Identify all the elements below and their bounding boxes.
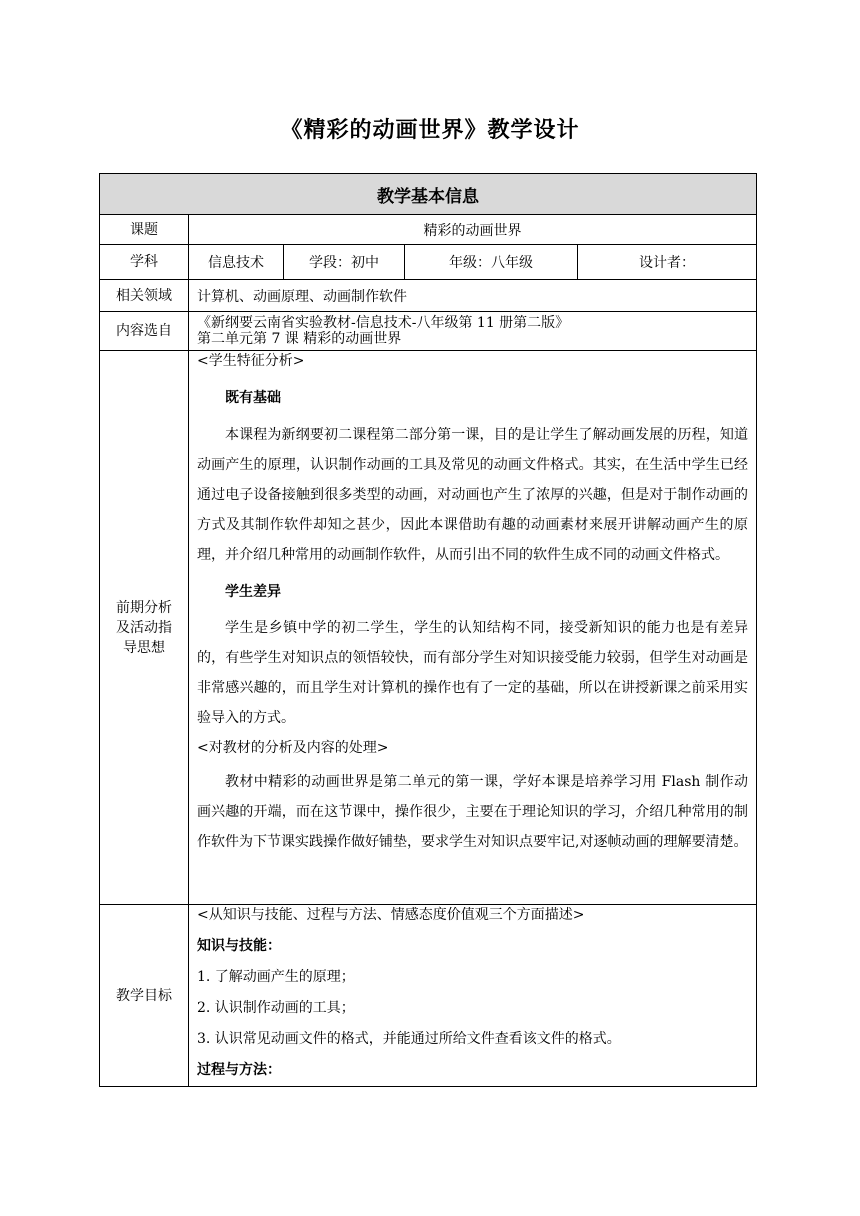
domain-label: 相关领域 bbox=[100, 280, 189, 312]
goals-label: 教学目标 bbox=[100, 905, 189, 1087]
goals-row bbox=[100, 905, 757, 1087]
analysis-label bbox=[100, 351, 189, 905]
basic-info-table bbox=[99, 173, 757, 1087]
analysis-label-line-1: 前期分析 bbox=[116, 599, 172, 616]
subject-label: 学科 bbox=[100, 245, 189, 280]
stage-value: 学段：初中 bbox=[284, 245, 405, 280]
textbook-analysis-heading: <对教材的分析及内容的处理> bbox=[197, 740, 389, 756]
domain-value: 计算机、动画原理、动画制作软件 bbox=[189, 280, 757, 312]
source-value bbox=[189, 312, 757, 351]
process-methods-heading: 过程与方法： bbox=[197, 1062, 281, 1078]
prior-knowledge-paragraph: 本课程为新纲要初二课程第二部分第一课，目的是让学生了解动画发展的历程，知道动画产生的原理，认识制作动画的工具及常见的动画文件格式。其实，在生活中学生已经通过电子设备接触到很多类型的动画，对动画也产生了浓厚的兴趣，但是对于制作动画的方式及其制作软件却知之甚少，因此本课借助有趣的动画素材来展开讲解动画产生的原理，并介绍几种常用的动画制作软件，从而引出不同的软件生成不同的动画文件格式。 bbox=[197, 427, 749, 563]
goal-item-1: 1. 了解动画产生的原理； bbox=[197, 969, 355, 985]
analysis-content bbox=[189, 351, 757, 905]
topic-label: 课题 bbox=[100, 215, 189, 245]
analysis-row bbox=[100, 351, 757, 905]
domain-row bbox=[100, 280, 757, 312]
goals-content bbox=[189, 905, 757, 1087]
topic-value: 精彩的动画世界 bbox=[189, 215, 757, 245]
student-difference-heading: 学生差异 bbox=[225, 584, 281, 600]
textbook-analysis-paragraph: 教材中精彩的动画世界是第二单元的第一课，学好本课是培养学习用 Flash 制作动画兴趣的开端，而在这节课中，操作很少，主要在于理论知识的学习，介绍几种常用的制作软件为下节课实践操作做好铺垫，要求学生对知识点要牢记,对逐帧动画的理解要清楚。 bbox=[197, 774, 749, 850]
student-analysis-heading: <学生特征分析> bbox=[197, 353, 305, 369]
analysis-label-line-2: 及活动指 bbox=[116, 619, 172, 636]
knowledge-skills-heading: 知识与技能： bbox=[197, 938, 281, 954]
goal-item-2: 2. 认识制作动画的工具； bbox=[197, 1000, 355, 1016]
designer-value: 设计者： bbox=[578, 245, 757, 280]
source-row bbox=[100, 312, 757, 351]
grade-value: 年级：八年级 bbox=[405, 245, 578, 280]
prior-knowledge-heading: 既有基础 bbox=[225, 390, 281, 406]
table-header: 教学基本信息 bbox=[100, 174, 757, 215]
goals-intro: <从知识与技能、过程与方法、情感态度价值观三个方面描述> bbox=[197, 907, 585, 923]
source-label: 内容选自 bbox=[100, 312, 189, 351]
source-line-1: 《新纲要云南省实验教材-信息技术-八年级第 11 册第二版》 bbox=[197, 315, 570, 331]
subject-value: 信息技术 bbox=[189, 245, 284, 280]
topic-row bbox=[100, 215, 757, 245]
document-title: 《精彩的动画世界》教学设计 bbox=[280, 118, 580, 143]
analysis-label-line-3: 导思想 bbox=[123, 639, 165, 656]
subject-row bbox=[100, 245, 757, 280]
source-line-2: 第二单元第 7 课 精彩的动画世界 bbox=[197, 331, 402, 347]
goal-item-3: 3. 认识常见动画文件的格式，并能通过所给文件查看该文件的格式。 bbox=[197, 1031, 621, 1047]
student-difference-paragraph: 学生是乡镇中学的初二学生，学生的认知结构不同，接受新知识的能力也是有差异的，有些学生对知识点的领悟较快，而有部分学生对知识接受能力较弱，但学生对动画是非常感兴趣的，而且学生对计算机的操作也有了一定的基础，所以在讲授新课之前采用实验导入的方式。 bbox=[197, 620, 749, 726]
